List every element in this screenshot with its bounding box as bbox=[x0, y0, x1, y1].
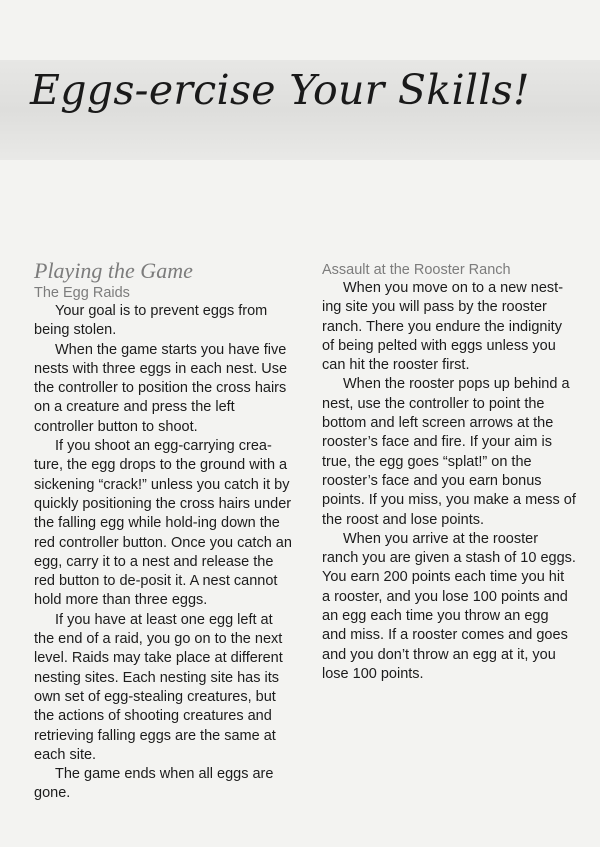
subsection-heading-rooster-ranch: Assault at the Rooster Ranch bbox=[322, 262, 511, 278]
right-column bbox=[322, 261, 576, 684]
page-title: Eggs-ercise Your Skills! bbox=[30, 66, 530, 114]
section-heading-playing-the-game: Playing the Game bbox=[34, 258, 193, 283]
paragraph-rooster-aim: When the rooster pops up behind a nest, use the controller to point the bottom and left screen arrows at the rooster’s face and fire. If your aim is true, the egg goes “splat!” on the rooster’s face and you earn bonus points. If you miss, you make a mess of the roost and lose points. bbox=[322, 376, 576, 528]
subsection-heading-egg-raids: The Egg Raids bbox=[34, 285, 130, 301]
paragraph-shooting: If you shoot an egg-carrying crea-ture, the egg drops to the ground with a sickening “crack!” unless you catch it by quickly positioning the cross hairs under the falling egg while hold-ing down the red controller button. Once you catch an egg, carry it to a nest and release the red button to de-posit it. A nest cannot hold more than three eggs. bbox=[34, 438, 292, 609]
paragraph-rooster-scoring: When you arrive at the rooster ranch you are given a stash of 10 eggs. You earn 200 points each time you hit a rooster, and you lose 100 points and an egg each time you throw an egg and miss. If a rooster comes and goes and you don’t throw an egg at it, you lose 100 points. bbox=[322, 530, 576, 682]
paragraph-game-end: The game ends when all eggs are gone. bbox=[34, 766, 274, 802]
left-column bbox=[34, 258, 296, 804]
paragraph-next-level: If you have at least one egg left at the end of a raid, you go on to the next level. Raids may take place at different nesting sites. Each nesting site has its own set of egg-stealing creatures, but the actions of shooting creatures and retrieving falling eggs are the same at each site. bbox=[34, 611, 283, 763]
paragraph-goal: Your goal is to prevent eggs from being stolen. bbox=[34, 303, 268, 339]
paragraph-game-start: When the game starts you have five nests with three eggs in each nest. Use the controller to position the cross hairs on a creature and press the left controller button to shoot. bbox=[34, 341, 288, 435]
paragraph-rooster-intro: When you move on to a new nest-ing site you will pass by the rooster ranch. There you endure the indignity of being pelted with eggs unless you can hit the rooster first. bbox=[322, 280, 564, 374]
